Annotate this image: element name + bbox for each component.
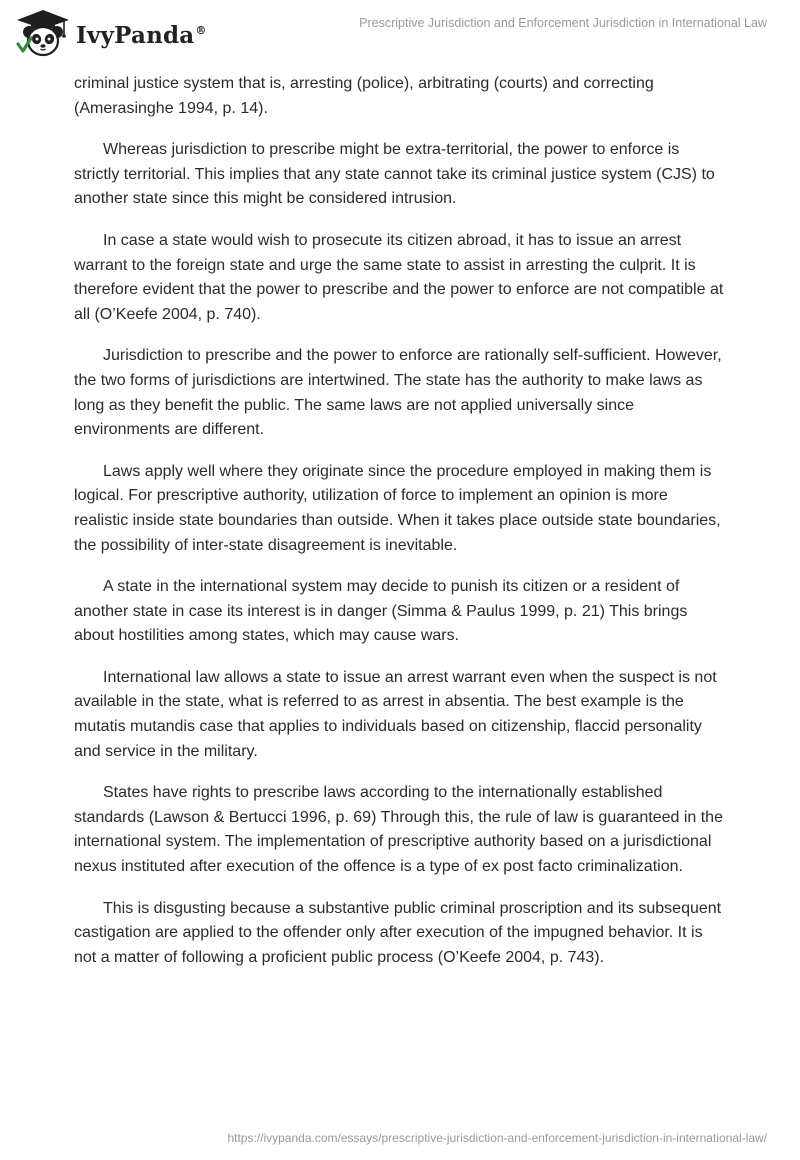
panda-graduate-icon bbox=[14, 8, 72, 60]
paragraph-7: International law allows a state to issue an arrest warrant even when the suspect is not available in the state, what is referred to as arrest in absentia. The best example is the mutatis mutandis case that applies to individuals based on citizenship, flaccid personality and service in the military. bbox=[74, 668, 717, 760]
paragraph-3: In case a state would wish to prosecute its citizen abroad, it has to issue an arrest warrant to the foreign state and urge the same state to assist in arresting the culprit. It is therefore evident that the power to prescribe and the power to enforce are not compatible at all (O’Keefe 2004, p. 740). bbox=[74, 231, 724, 323]
essay-body bbox=[74, 72, 724, 987]
paragraph-1: criminal justice system that is, arresting (police), arbitrating (courts) and correcting (Amerasinghe 1994, p. 14). bbox=[74, 75, 654, 117]
paragraph-8: States have rights to prescribe laws according to the internationally established standards (Lawson & Bertucci 1996, p. 69) Through this, the rule of law is guaranteed in the international system. The implementation of prescriptive authority based on a jurisdictional nexus instituted after execution of the offence is a type of ex post facto criminalization. bbox=[74, 784, 723, 876]
brand-logo[interactable] bbox=[14, 8, 207, 60]
paragraph-4: Jurisdiction to prescribe and the power to enforce are rationally self-sufficient. However, the two forms of jurisdictions are intertwined. The state has the authority to make laws as long as they benefit the public. The same laws are not applied universally since environments are different. bbox=[74, 347, 722, 439]
source-url[interactable]: https://ivypanda.com/essays/prescriptive-jurisdiction-and-enforcement-jurisdiction-in-international-law/ bbox=[227, 1131, 767, 1145]
paragraph-5: Laws apply well where they originate since the procedure employed in making them is logical. For prescriptive authority, utilization of force to implement an opinion is more realistic inside state boundaries than outside. When it takes place outside state boundaries, the possibility of inter-state disagreement is inevitable. bbox=[74, 462, 721, 554]
paragraph-2: Whereas jurisdiction to prescribe might be extra-territorial, the power to enforce is strictly territorial. This implies that any state cannot take its criminal justice system (CJS) to another state since this might be considered intrusion. bbox=[74, 141, 715, 208]
paragraph-6: A state in the international system may decide to punish its citizen or a resident of another state in case its interest is in danger (Simma & Paulus 1999, p. 21) This brings about hostilities among states, which may cause wars. bbox=[74, 578, 688, 645]
brand-name: IvyPanda® bbox=[76, 21, 207, 49]
brand-registered-mark: ® bbox=[195, 23, 207, 37]
document-title: Prescriptive Jurisdiction and Enforcement Jurisdiction in International Law bbox=[359, 16, 767, 30]
page-header bbox=[0, 0, 800, 70]
paragraph-9: This is disgusting because a substantive public criminal proscription and its subsequent castigation are applied to the offender only after execution of the impugned behavior. It is not a matter of following a proficient public process (O’Keefe 2004, p. 743). bbox=[74, 899, 722, 966]
